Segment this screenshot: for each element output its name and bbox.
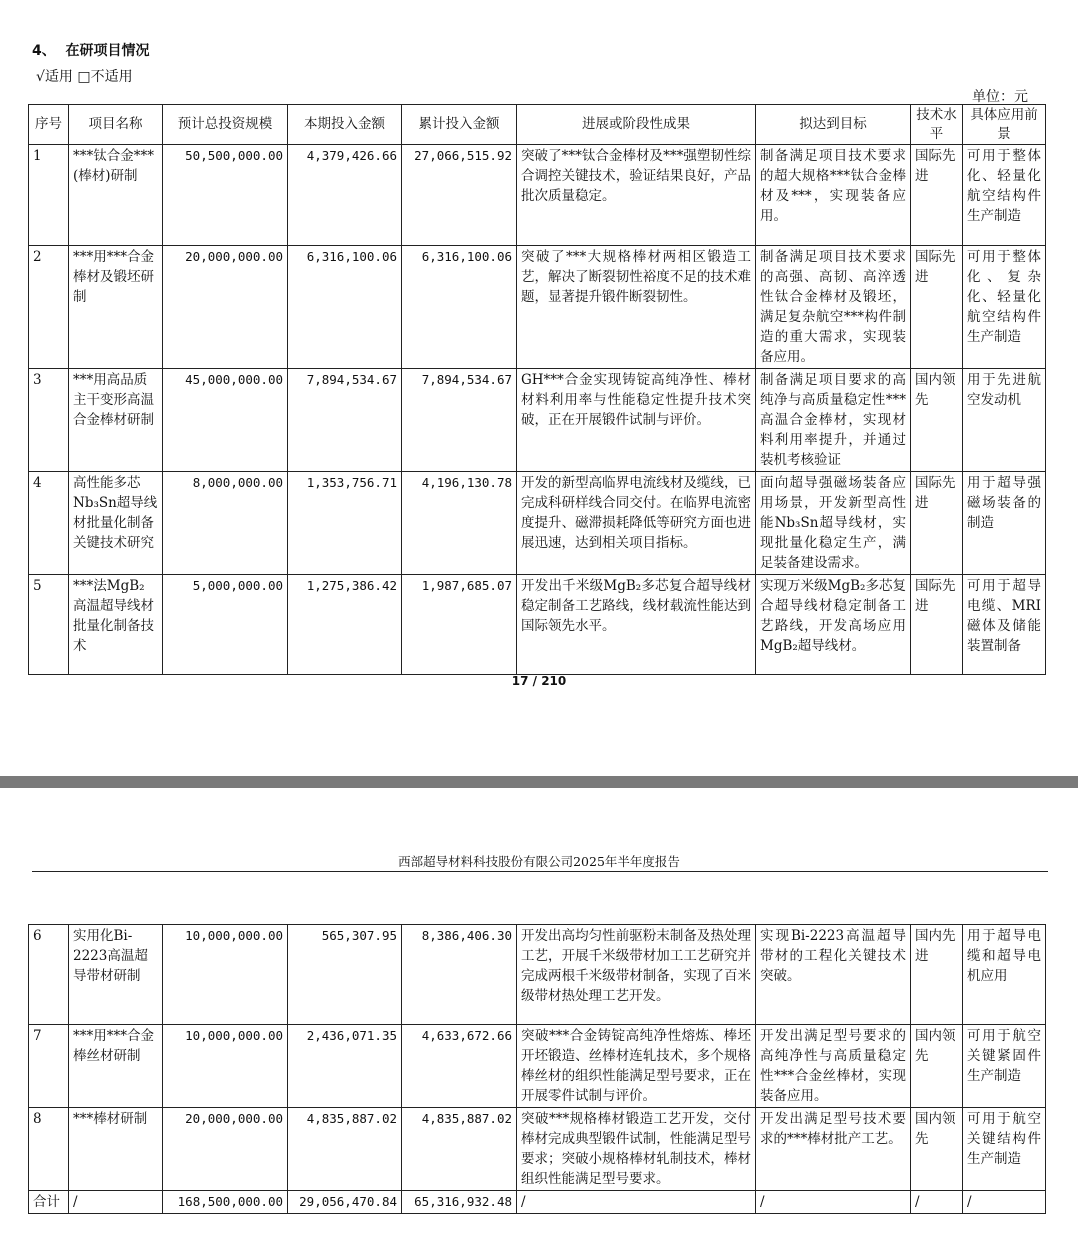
- applicability-options: [36, 66, 133, 86]
- cell-current: 7,894,534.67: [288, 369, 402, 472]
- cell-no: 2: [29, 246, 69, 369]
- cell-total: 10,000,000.00: [163, 925, 288, 1025]
- section-title: [32, 40, 150, 60]
- cell-name: 实用化Bi-2223高温超导带材研制: [69, 925, 163, 1025]
- cell-level: 国际先进: [911, 575, 963, 675]
- report-header: 西部超导材料科技股份有限公司2025年半年度报告: [398, 854, 680, 869]
- total-label: 合计: [29, 1191, 69, 1214]
- table-row: [29, 246, 1046, 369]
- cell-name: ***用高品质主干变形高温合金棒材研制: [69, 369, 163, 472]
- cell-application: 可用于航空关键结构件生产制造: [963, 1108, 1046, 1191]
- cell-goal: 开发出满足型号技术要求的***棒材批产工艺。: [756, 1108, 911, 1191]
- cell-cumulative: 8,386,406.30: [402, 925, 517, 1025]
- cell-current: 1,275,386.42: [288, 575, 402, 675]
- cell-progress: 开发的新型高临界电流线材及缆线，已完成科研样线合同交付。在临界电流密度提升、磁滞损耗降低等研究方面也进展迅速，达到相关项目指标。: [517, 472, 756, 575]
- page-number: 17 / 210: [511, 674, 567, 688]
- cell-goal: 制备满足项目技术要求的高强、高韧、高淬透性钛合金棒材及锻坯，满足复杂航空***构件制造的重大需求，实现装备应用。: [756, 246, 911, 369]
- cell-level: 国内领先: [911, 1025, 963, 1108]
- cell-level: 国际先进: [911, 246, 963, 369]
- cell-application: 可用于航空关键紧固件生产制造: [963, 1025, 1046, 1108]
- cell-current: 4,835,887.02: [288, 1108, 402, 1191]
- cell-name: ***棒材研制: [69, 1108, 163, 1191]
- cell-application: 可用于整体化、轻量化航空结构件生产制造: [963, 145, 1046, 246]
- cell-progress: 突破***规格棒材锻造工艺开发，交付棒材完成典型锻件试制，性能满足型号要求；突破小规格棒材轧制技术，棒材组织性能满足型号要求。: [517, 1108, 756, 1191]
- table-row: [29, 369, 1046, 472]
- cell-application: 用于超导强磁场装备的制造: [963, 472, 1046, 575]
- table-row: [29, 1025, 1046, 1108]
- header-level: 技术水平: [911, 105, 963, 145]
- projects-table-part-1: [28, 104, 1046, 675]
- applicable-option: √适用: [36, 69, 73, 85]
- cell-cumulative: 1,987,685.07: [402, 575, 517, 675]
- cell-total: 45,000,000.00: [163, 369, 288, 472]
- cell-no: 4: [29, 472, 69, 575]
- section-number: 4、: [32, 43, 56, 59]
- cell-level: 国内先进: [911, 925, 963, 1025]
- cell-current: 4,379,426.66: [288, 145, 402, 246]
- cell-no: 8: [29, 1108, 69, 1191]
- cell-progress: 突破了***大规格棒材两相区锻造工艺，解决了断裂韧性裕度不足的技术难题，显著提升锻件断裂韧性。: [517, 246, 756, 369]
- cell-level: 国际先进: [911, 145, 963, 246]
- header-application: 具体应用前景: [963, 105, 1046, 145]
- table-row: [29, 925, 1046, 1025]
- cell-goal: 实现万米级MgB₂多芯复合超导线材稳定制备工艺路线，开发高场应用MgB₂超导线材。: [756, 575, 911, 675]
- header-progress: 进展或阶段性成果: [517, 105, 756, 145]
- cell-total: 10,000,000.00: [163, 1025, 288, 1108]
- cell-cumulative: 4,835,887.02: [402, 1108, 517, 1191]
- cell-name: ***用***合金棒材及锻坯研制: [69, 246, 163, 369]
- cell-current: 565,307.95: [288, 925, 402, 1025]
- total-current: 29,056,470.84: [288, 1191, 402, 1214]
- cell-current: 1,353,756.71: [288, 472, 402, 575]
- total-application: /: [963, 1191, 1046, 1214]
- cell-total: 20,000,000.00: [163, 1108, 288, 1191]
- header-cumulative: 累计投入金额: [402, 105, 517, 145]
- cell-cumulative: 7,894,534.67: [402, 369, 517, 472]
- cell-goal: 实现Bi-2223高温超导带材的工程化关键技术突破。: [756, 925, 911, 1025]
- cell-goal: 面向超导强磁场装备应用场景，开发新型高性能Nb₃Sn超导线材，实现批量化稳定生产，满足装备建设需求。: [756, 472, 911, 575]
- cell-application: 用于超导电缆和超导电机应用: [963, 925, 1046, 1025]
- cell-total: 50,500,000.00: [163, 145, 288, 246]
- header-no: 序号: [29, 105, 69, 145]
- cell-goal: 制备满足项目技术要求的超大规格***钛合金棒材及***，实现装备应用。: [756, 145, 911, 246]
- cell-cumulative: 4,196,130.78: [402, 472, 517, 575]
- cell-cumulative: 27,066,515.92: [402, 145, 517, 246]
- cell-goal: 开发出满足型号要求的高纯净性与高质量稳定性***合金丝棒材，实现装备应用。: [756, 1025, 911, 1108]
- cell-goal: 制备满足项目要求的高纯净与高质量稳定性***高温合金棒材，实现材料利用率提升，并通过装机考核验证: [756, 369, 911, 472]
- total-name: /: [69, 1191, 163, 1214]
- not-applicable-option: □不适用: [77, 69, 133, 85]
- table-row: [29, 145, 1046, 246]
- cell-application: 用于先进航空发动机: [963, 369, 1046, 472]
- cell-cumulative: 6,316,100.06: [402, 246, 517, 369]
- page-divider: [0, 776, 1078, 788]
- cell-no: 3: [29, 369, 69, 472]
- cell-progress: 开发出高均匀性前驱粉末制备及热处理工艺，开展千米级带材加工工艺研究并完成两根千米级带材制备，实现了百米级带材热处理工艺开发。: [517, 925, 756, 1025]
- cell-current: 6,316,100.06: [288, 246, 402, 369]
- cell-application: 可用于整体化、复杂化、轻量化航空结构件生产制造: [963, 246, 1046, 369]
- cell-name: ***法MgB₂高温超导线材批量化制备技术: [69, 575, 163, 675]
- cell-progress: 开发出千米级MgB₂多芯复合超导线材稳定制备工艺路线，线材载流性能达到国际领先水平。: [517, 575, 756, 675]
- header-rule: [32, 871, 1048, 872]
- total-cumulative: 65,316,932.48: [402, 1191, 517, 1214]
- total-total: 168,500,000.00: [163, 1191, 288, 1214]
- cell-no: 6: [29, 925, 69, 1025]
- cell-progress: 突破了***钛合金棒材及***强塑韧性综合调控关键技术，验证结果良好，产品批次质量稳定。: [517, 145, 756, 246]
- header-goal: 拟达到目标: [756, 105, 911, 145]
- table-row: [29, 575, 1046, 675]
- header-name: 项目名称: [69, 105, 163, 145]
- header-current: 本期投入金额: [288, 105, 402, 145]
- section-heading: 在研项目情况: [65, 43, 150, 59]
- header-total: 预计总投资规模: [163, 105, 288, 145]
- cell-name: 高性能多芯Nb₃Sn超导线材批量化制备关键技术研究: [69, 472, 163, 575]
- table-header-row: [29, 105, 1046, 145]
- cell-name: ***钛合金***(棒材)研制: [69, 145, 163, 246]
- cell-level: 国内领先: [911, 1108, 963, 1191]
- cell-total: 20,000,000.00: [163, 246, 288, 369]
- total-progress: /: [517, 1191, 756, 1214]
- cell-total: 5,000,000.00: [163, 575, 288, 675]
- unit-label: 单位：元: [972, 89, 1028, 105]
- cell-name: ***用***合金棒丝材研制: [69, 1025, 163, 1108]
- cell-no: 7: [29, 1025, 69, 1108]
- table-row: [29, 472, 1046, 575]
- cell-no: 5: [29, 575, 69, 675]
- cell-total: 8,000,000.00: [163, 472, 288, 575]
- total-level: /: [911, 1191, 963, 1214]
- total-goal: /: [756, 1191, 911, 1214]
- cell-progress: 突破***合金铸锭高纯净性熔炼、棒坯开坯锻造、丝棒材连轧技术，多个规格棒丝材的组织性能满足型号要求，正在开展零件试制与评价。: [517, 1025, 756, 1108]
- total-row: [29, 1191, 1046, 1214]
- cell-level: 国际先进: [911, 472, 963, 575]
- cell-current: 2,436,071.35: [288, 1025, 402, 1108]
- cell-application: 可用于超导电缆、MRI磁体及储能装置制备: [963, 575, 1046, 675]
- table-row: [29, 1108, 1046, 1191]
- cell-level: 国内领先: [911, 369, 963, 472]
- projects-table-part-2: [28, 924, 1046, 1214]
- cell-progress: GH***合金实现铸锭高纯净性、棒材材料利用率与性能稳定性提升技术突破，正在开展锻件试制与评价。: [517, 369, 756, 472]
- cell-cumulative: 4,633,672.66: [402, 1025, 517, 1108]
- cell-no: 1: [29, 145, 69, 246]
